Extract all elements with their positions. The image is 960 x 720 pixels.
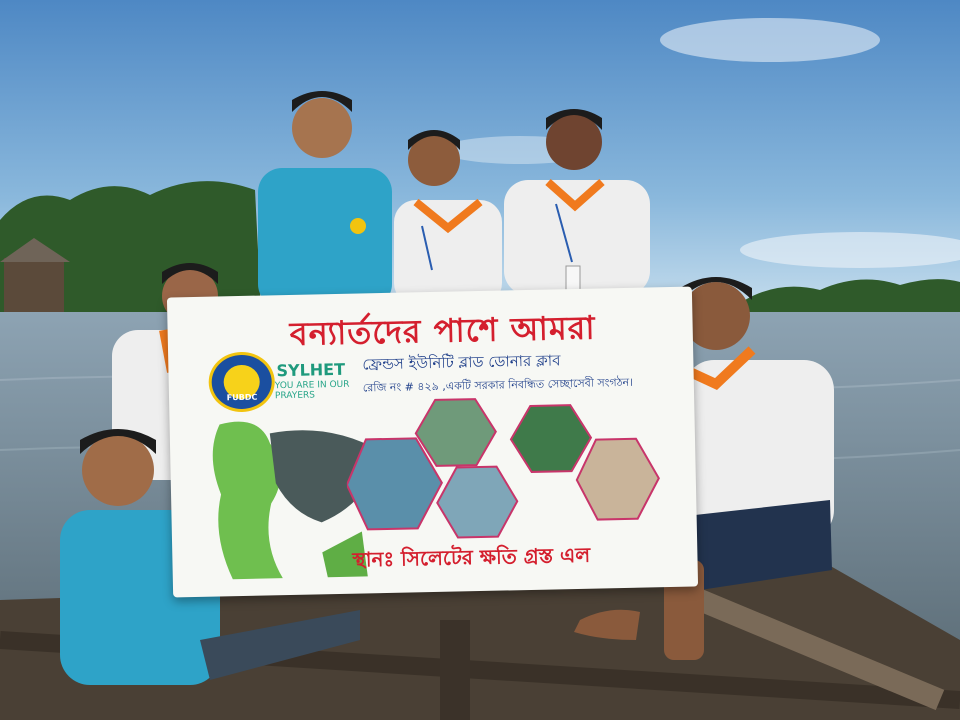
flood-relief-banner — [167, 287, 698, 598]
flood-photo-collage — [345, 393, 688, 550]
brand-tagline: YOU ARE IN OUR PRAYERS — [274, 379, 350, 402]
cloud — [660, 18, 880, 62]
club-logo — [208, 351, 275, 412]
club-name: ফ্রেন্ডস ইউনিটি ব্লাড ডোনার ক্লাব — [362, 351, 561, 374]
location-line: স্থানঃ সিলেটের ক্ষতি গ্রস্ত এল — [352, 542, 591, 572]
banner-headline: বন্যার্তদের পাশে আমরা — [289, 308, 596, 353]
logo-text: FUBDC — [226, 392, 258, 403]
registration-line: রেজি নং # ৪২৯ ,একটি সরকার নিবন্ধিত সেচ্ছাসেবী সংগঠন। — [362, 375, 634, 395]
brand-name: SYLHET — [276, 359, 346, 381]
